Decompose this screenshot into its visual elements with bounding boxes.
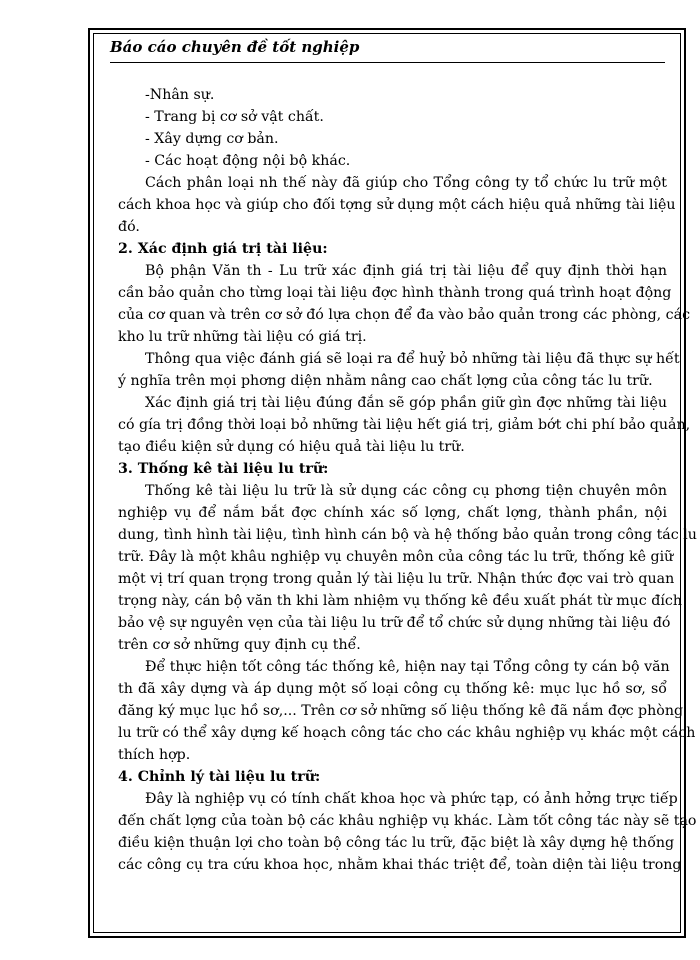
text-line: Thống kê tài liệu lu trữ là sử dụng các công cụ phơng tiện chuyên môn bbox=[145, 483, 667, 499]
text-line: -Nhân sự. bbox=[145, 87, 215, 103]
text-line: Bộ phận Văn th - Lu trữ xác định giá trị tài liệu để quy định thời hạn bbox=[145, 263, 667, 279]
text-line: nghiệp vụ để nắm bắt đợc chính xác số lợng, chất lợng, thành phần, nội bbox=[118, 505, 667, 521]
text-line: Cách phân loại nh thế này đã giúp cho Tổng công ty tổ chức lu trữ một bbox=[145, 175, 667, 191]
section-heading: 2. Xác định giá trị tài liệu: bbox=[118, 241, 328, 257]
text-line: lu trữ có thể xây dựng kế hoạch công tác cho các khâu nghiệp vụ khác một cách bbox=[118, 725, 696, 741]
header-rule bbox=[110, 62, 665, 63]
text-line: đăng ký mục lục hồ sơ,... Trên cơ sở những số liệu thống kê đã nắm đợc phòng bbox=[118, 703, 684, 719]
text-line: kho lu trữ những tài liệu có giá trị. bbox=[118, 329, 367, 345]
section-heading: 3. Thống kê tài liệu lu trữ: bbox=[118, 461, 329, 477]
text-line: cần bảo quản cho từng loại tài liệu đợc hình thành trong quá trình hoạt động bbox=[118, 285, 672, 301]
text-line: Đây là nghiệp vụ có tính chất khoa học và phức tạp, có ảnh hởng trực tiếp bbox=[145, 791, 678, 807]
text-line: ý nghĩa trên mọi phơng diện nhằm nâng cao chất lợng của công tác lu trữ. bbox=[118, 373, 653, 389]
text-line: Để thực hiện tốt công tác thống kê, hiện nay tại Tổng công ty cán bộ văn bbox=[145, 659, 670, 675]
text-line: đến chất lợng của toàn bộ các khâu nghiệp vụ khác. Làm tốt công tác này sẽ tạo bbox=[118, 813, 697, 829]
text-line: trọng này, cán bộ văn th khi làm nhiệm vụ thống kê đều xuất phát từ mục đích bbox=[118, 593, 682, 609]
text-line: có gía trị đồng thời loại bỏ những tài liệu hết giá trị, giảm bớt chi phí bảo quản, bbox=[118, 417, 691, 433]
text-line: của cơ quan và trên cơ sở đó lựa chọn để đa vào bảo quản trong các phòng, các bbox=[118, 307, 691, 323]
text-line: th đã xây dựng và áp dụng một số loại công cụ thống kê: mục lục hồ sơ, sổ bbox=[118, 681, 667, 697]
text-line: trữ. Đây là một khâu nghiệp vụ chuyên môn của công tác lu trữ, thống kê giữ bbox=[118, 549, 674, 565]
text-line: trên cơ sở những quy định cụ thể. bbox=[118, 637, 361, 653]
text-line: - Xây dựng cơ bản. bbox=[145, 131, 279, 147]
text-line: thích hợp. bbox=[118, 747, 191, 763]
text-line: Thông qua việc đánh giá sẽ loại ra để huỷ bỏ những tài liệu đã thực sự hết bbox=[145, 351, 680, 367]
text-line: - Các hoạt động nội bộ khác. bbox=[145, 153, 351, 169]
text-line: cách khoa học và giúp cho đối tợng sử dụng một cách hiệu quả những tài liệu bbox=[118, 197, 676, 213]
text-line: các công cụ tra cứu khoa học, nhằm khai thác triệt để, toàn diện tài liệu trong bbox=[118, 857, 682, 873]
text-line: đó. bbox=[118, 219, 140, 235]
text-line: bảo vệ sự nguyên vẹn của tài liệu lu trữ để tổ chức sử dụng những tài liệu đó bbox=[118, 615, 671, 631]
text-line: dung, tình hình tài liệu, tình hình cán bộ và hệ thống bảo quản trong công tác lu bbox=[118, 527, 697, 543]
text-line: điều kiện thuận lợi cho toàn bộ công tác lu trữ, đặc biệt là xây dựng hệ thống bbox=[118, 835, 675, 851]
text-line: Xác định giá trị tài liệu đúng đắn sẽ góp phần giữ gìn đợc những tài liệu bbox=[145, 395, 667, 411]
text-line: một vị trí quan trọng trong quản lý tài liệu lu trữ. Nhận thức đợc vai trò quan bbox=[118, 571, 675, 587]
text-line: tạo điều kiện sử dụng có hiệu quả tài liệu lu trữ. bbox=[118, 439, 465, 455]
page-header-title: Báo cáo chuyên đề tốt nghiệp bbox=[110, 38, 360, 56]
text-line: - Trang bị cơ sở vật chất. bbox=[145, 109, 324, 125]
section-heading: 4. Chỉnh lý tài liệu lu trữ: bbox=[118, 769, 321, 785]
